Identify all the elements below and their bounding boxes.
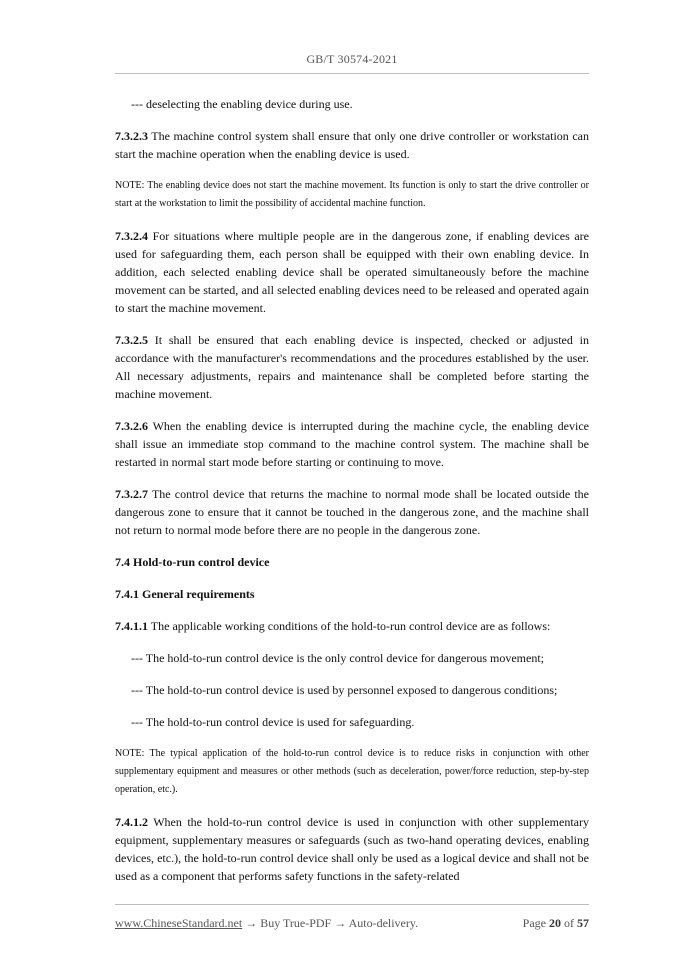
clause-number: 7.3.2.4	[115, 229, 148, 243]
clause-7-4-1-2	[115, 813, 589, 885]
list-item: --- The hold-to-run control device is used by personnel exposed to dangerous conditions;	[131, 683, 558, 697]
page-footer	[115, 916, 589, 931]
page-total: 57	[577, 916, 589, 930]
footer-promo	[115, 916, 418, 931]
subsection-heading: 7.4.1 General requirements	[115, 587, 255, 601]
promo-text: → Buy True-PDF → Auto-delivery.	[242, 916, 419, 930]
clause-7-4-1-1	[115, 617, 589, 635]
list-item: --- deselecting the enabling device during use.	[131, 97, 353, 111]
note-paragraph: NOTE: The typical application of the hold-to-run control device is to reduce risks in conjunction with other supplementary equipment and measures or other methods (such as deceleration, power/force reduction, step-by-step operation, etc.).	[115, 748, 589, 795]
page-body	[115, 95, 589, 899]
section-heading: 7.4 Hold-to-run control device	[115, 555, 270, 569]
website-link[interactable]: www.ChineseStandard.net	[115, 916, 243, 930]
clause-7-3-2-6	[115, 417, 589, 471]
clause-number: 7.3.2.6	[115, 419, 148, 433]
page-header	[115, 52, 589, 67]
clause-number: 7.3.2.5	[115, 333, 148, 347]
page-number: 20	[549, 916, 561, 930]
clause-number: 7.4.1.2	[115, 815, 148, 829]
clause-7-3-2-7	[115, 485, 589, 539]
note-paragraph: NOTE: The enabling device does not start the machine movement. Its function is only to start the drive controller or start at the workstation to limit the possibility of accidental machine function.	[115, 180, 589, 209]
clause-text: For situations where multiple people are in the dangerous zone, if enabling devices are used for safeguarding them, each person shall be equipped with their own enabling device. In addition, each selected enabling device shall be operated simultaneously before the machine movement can be started, and all selected enabling devices need to be released and operated again to start the machine movement.	[115, 229, 589, 315]
of-word: of	[561, 916, 577, 930]
footer-divider	[115, 904, 589, 905]
page-word: Page	[522, 916, 549, 930]
list-item: --- The hold-to-run control device is used for safeguarding.	[131, 715, 415, 729]
clause-7-3-2-3	[115, 127, 589, 163]
page-counter	[523, 916, 589, 931]
clause-text: The machine control system shall ensure that only one drive controller or workstation can start the machine operation when the enabling device is used.	[115, 129, 589, 161]
list-item: --- The hold-to-run control device is the only control device for dangerous movement;	[131, 651, 544, 665]
clause-7-3-2-5	[115, 331, 589, 403]
header-divider	[115, 73, 589, 74]
clause-text: The applicable working conditions of the hold-to-run control device are as follows:	[148, 619, 551, 633]
clause-number: 7.4.1.1	[115, 619, 148, 633]
clause-text: When the hold-to-run control device is used in conjunction with other supplementary equipment, supplementary measures or safeguards (such as two-hand operating devices, enabling devices, etc.), the hold-to-run control device shall only be used as a logical device and shall not be used as a component that performs safety functions in the safety-related	[115, 815, 589, 883]
clause-7-3-2-4	[115, 227, 589, 317]
standard-number: GB/T 30574-2021	[306, 52, 398, 66]
clause-text: When the enabling device is interrupted during the machine cycle, the enabling device shall issue an immediate stop command to the machine control system. The machine shall be restarted in normal start mode before starting or continuing to move.	[115, 419, 589, 469]
clause-number: 7.3.2.3	[115, 129, 148, 143]
clause-text: The control device that returns the machine to normal mode shall be located outside the dangerous zone to ensure that it cannot be touched in the dangerous zone, and the machine shall not return to normal mode before there are no people in the dangerous zone.	[115, 487, 589, 537]
clause-text: It shall be ensured that each enabling device is inspected, checked or adjusted in accordance with the manufacturer's recommendations and the procedures established by the user. All necessary adjustments, repairs and maintenance shall be completed before starting the machine movement.	[115, 333, 589, 401]
clause-number: 7.3.2.7	[115, 487, 148, 501]
